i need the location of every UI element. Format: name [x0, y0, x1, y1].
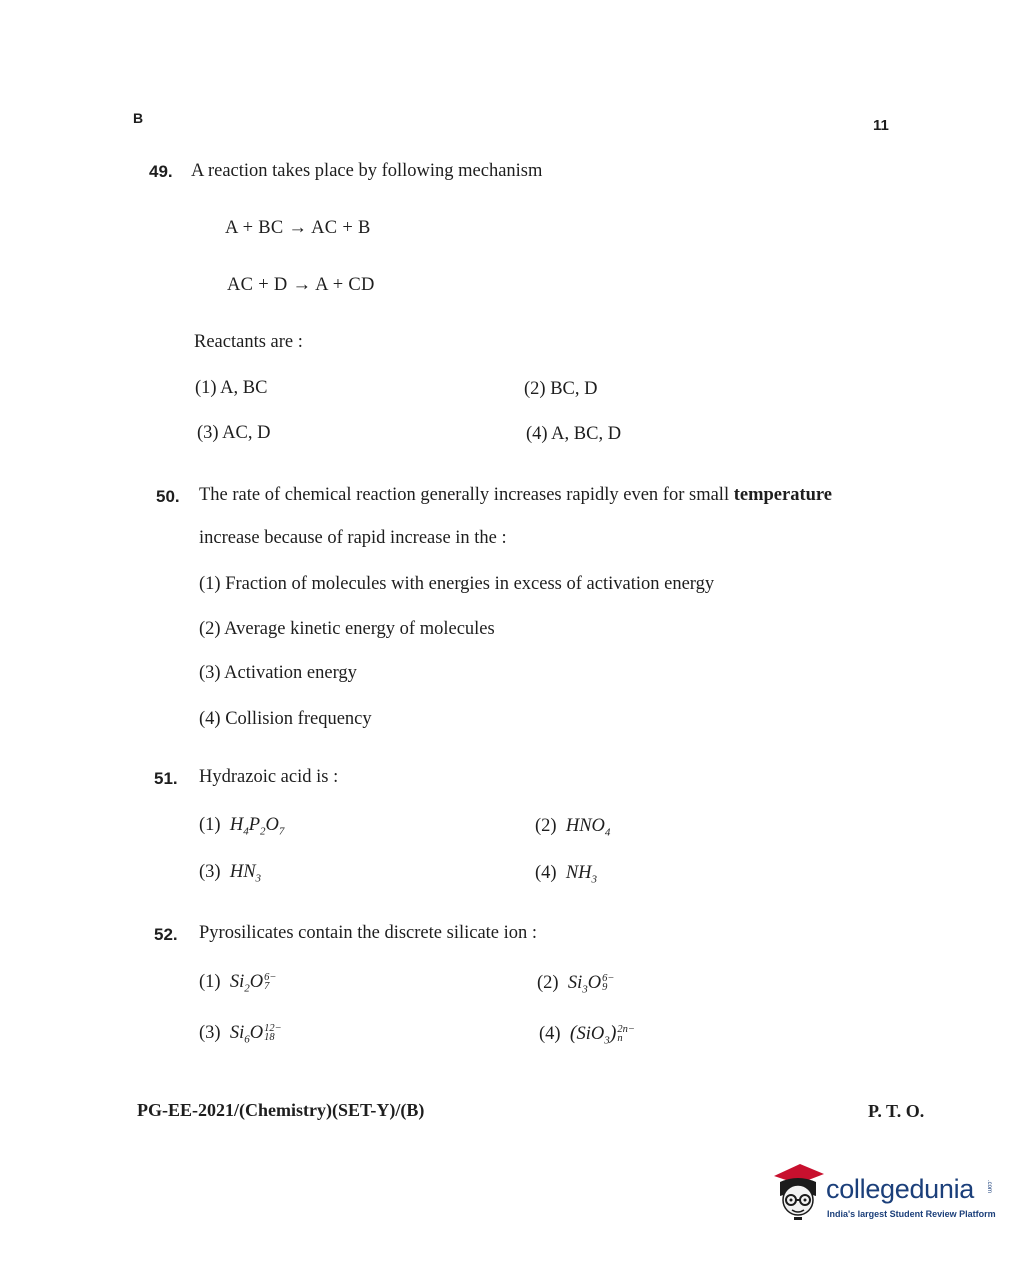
brand-tagline: India's largest Student Review Platform: [827, 1209, 996, 1219]
footer-exam-code: PG-EE-2021/(Chemistry)(SET-Y)/(B): [137, 1100, 425, 1120]
formula: $Si_3O$ 6− 9: [567, 973, 615, 996]
page-number: 11: [873, 117, 889, 134]
option-label: (4): [535, 863, 557, 883]
question-50-option-4: (4) Collision frequency: [199, 709, 372, 729]
footer-pto: P. T. O.: [868, 1101, 925, 1121]
question-51-stem: Hydrazoic acid is :: [199, 767, 339, 787]
question-52-stem: Pyrosilicates contain the discrete silicate ion :: [199, 923, 538, 943]
formula: $H_4P_2O_7$: [229, 815, 285, 838]
option-label: (3): [199, 1023, 221, 1043]
question-49-prompt: Reactants are :: [194, 332, 303, 352]
question-51-number: 51.: [154, 769, 178, 788]
question-50-number: 50.: [156, 487, 180, 506]
question-49-stem: A reaction takes place by following mechanism: [191, 161, 543, 181]
question-52-option-1: [199, 972, 276, 993]
formula: $HN_3$: [229, 862, 262, 885]
formula: $Si_6O$ 12− 18: [229, 1023, 282, 1046]
question-51-option-3: [199, 862, 261, 883]
option-label: (1): [199, 972, 221, 992]
question-49-option-3: (3) AC, D: [197, 423, 271, 443]
question-51-option-4: [535, 863, 597, 884]
question-49-equation-2: AC + D → A + CD: [227, 275, 375, 295]
question-49-option-4: (4) A, BC, D: [526, 424, 622, 444]
formula: (SiO$_3$) 2n− n: [569, 1022, 636, 1047]
question-49-number: 49.: [149, 162, 173, 181]
brand-com: .com: [986, 1180, 992, 1194]
option-label: (3): [199, 862, 221, 882]
question-51-option-2: [535, 816, 610, 837]
formula: $NH_3$: [565, 863, 598, 886]
option-label: (4): [539, 1024, 561, 1044]
question-50-stem-text: The rate of chemical reaction generally increases rapidly even for small: [199, 485, 734, 505]
question-49-equation-1: A + BC → AC + B: [225, 218, 371, 238]
option-label: (1): [199, 815, 221, 835]
question-50-stem-line-2: increase because of rapid increase in the :: [199, 528, 507, 548]
question-49-option-1: (1) A, BC: [195, 378, 268, 398]
question-50-option-1: (1) Fraction of molecules with energies in excess of activation energy: [199, 574, 715, 594]
brand-name: collegedunia: [826, 1174, 975, 1204]
question-49-option-2: (2) BC, D: [524, 379, 598, 399]
graduate-mascot-icon: [768, 1160, 828, 1226]
formula: $Si_2O$ 6− 7: [229, 972, 277, 995]
option-label: (2): [535, 816, 557, 836]
question-50-option-3: (3) Activation energy: [199, 663, 357, 683]
question-50-option-2: (2) Average kinetic energy of molecules: [199, 619, 495, 639]
question-52-option-3: [199, 1023, 282, 1044]
question-51-option-1: [199, 815, 284, 836]
question-52-option-2: [537, 973, 614, 994]
option-label: (2): [537, 973, 559, 993]
formula: $HNO_4$: [565, 816, 611, 839]
set-letter: B: [133, 110, 144, 126]
collegedunia-watermark: [768, 1160, 998, 1228]
question-52-number: 52.: [154, 925, 178, 944]
question-50-stem-line-1: [199, 485, 832, 506]
question-52-option-4: [539, 1022, 635, 1045]
question-50-stem-emphasis: temperature: [733, 485, 832, 505]
